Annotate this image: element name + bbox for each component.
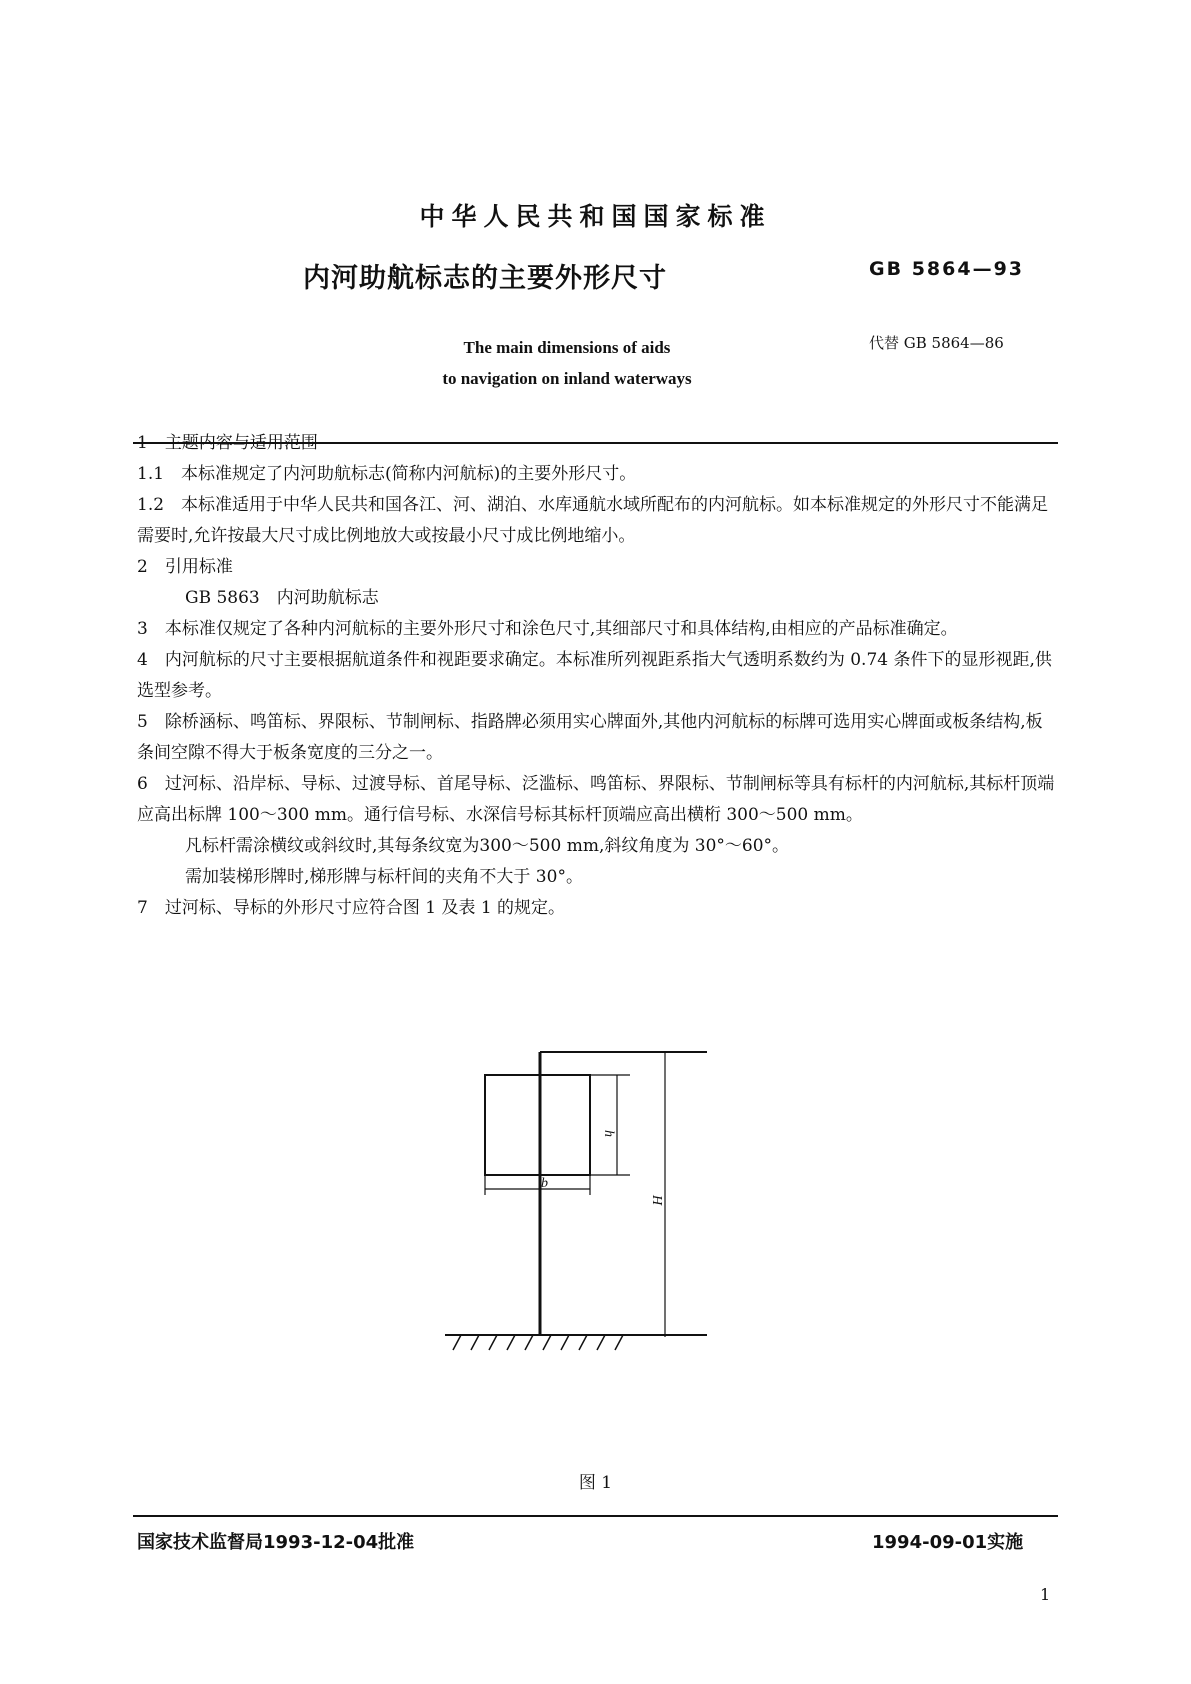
section-1-heading: 1 主题内容与适用范围 bbox=[137, 433, 318, 453]
clause-6: 6 过河标、沿岸标、导标、过渡导标、首尾导标、泛滥标、鸣笛标、界限标、节制闸标等具有标杆的内河航标,其标杆顶端应高出标牌 100～300 mm。通行信号标、水深信号标其标杆顶端应高出横桁 300～500 mm。 bbox=[137, 774, 1055, 825]
footer-divider bbox=[133, 1515, 1058, 1517]
ground-hatching bbox=[445, 1335, 623, 1350]
section-2-heading: 2 引用标准 bbox=[137, 557, 233, 577]
page-number: 1 bbox=[1040, 1585, 1051, 1604]
figure-caption: 图 1 bbox=[578, 1473, 613, 1493]
document-title-en-line1: The main dimensions of aids bbox=[463, 338, 671, 357]
replaces-standard: 代替 GB 5864—86 bbox=[869, 334, 1004, 352]
clause-4: 4 内河航标的尺寸主要根据航道条件和视距要求确定。本标准所列视距系指大气透明系数约为 0.74 条件下的显形视距,供选型参考。 bbox=[137, 650, 1052, 701]
label-b: b bbox=[541, 1176, 548, 1191]
effective-date: 1994-09-01实施 bbox=[872, 1532, 1024, 1553]
standard-number: GB 5864—93 bbox=[869, 258, 1025, 280]
document-title-cn: 内河助航标志的主要外形尺寸 bbox=[303, 263, 667, 294]
clause-6-trapezoid: 需加装梯形牌时,梯形牌与标杆间的夹角不大于 30°。 bbox=[185, 867, 583, 887]
clause-3: 3 本标准仅规定了各种内河航标的主要外形尺寸和涂色尺寸,其细部尺寸和具体结构,由相应的产品标准确定。 bbox=[137, 619, 958, 639]
clause-5: 5 除桥涵标、鸣笛标、界限标、节制闸标、指路牌必须用实心牌面外,其他内河航标的标牌可选用实心牌面或板条结构,板条间空隙不得大于板条宽度的三分之一。 bbox=[137, 712, 1043, 763]
clause-1-2: 1.2 本标准适用于中华人民共和国各江、河、湖泊、水库通航水域所配布的内河航标。如本标准规定的外形尺寸不能满足需要时,允许按最大尺寸成比例地放大或按最小尺寸成比例地缩小。 bbox=[137, 495, 1049, 546]
referenced-standard: GB 5863 内河助航标志 bbox=[185, 588, 379, 608]
clause-6-stripes: 凡标杆需涂横纹或斜纹时,其每条纹宽为300～500 mm,斜纹角度为 30°～60°。 bbox=[185, 836, 790, 856]
body-text bbox=[137, 428, 1058, 924]
figure-1-diagram bbox=[445, 1045, 765, 1435]
marker-board bbox=[485, 1075, 590, 1175]
approval-date: 国家技术监督局1993-12-04批准 bbox=[137, 1532, 415, 1553]
clause-7: 7 过河标、导标的外形尺寸应符合图 1 及表 1 的规定。 bbox=[137, 898, 566, 918]
national-standard-heading: 中华人民共和国国家标准 bbox=[419, 202, 772, 231]
clause-1-1: 1.1 本标准规定了内河助航标志(简称内河航标)的主要外形尺寸。 bbox=[137, 464, 637, 484]
label-H: H bbox=[649, 1195, 664, 1206]
document-title-en-line2: to navigation on inland waterways bbox=[442, 369, 692, 388]
label-h: h bbox=[601, 1130, 616, 1137]
